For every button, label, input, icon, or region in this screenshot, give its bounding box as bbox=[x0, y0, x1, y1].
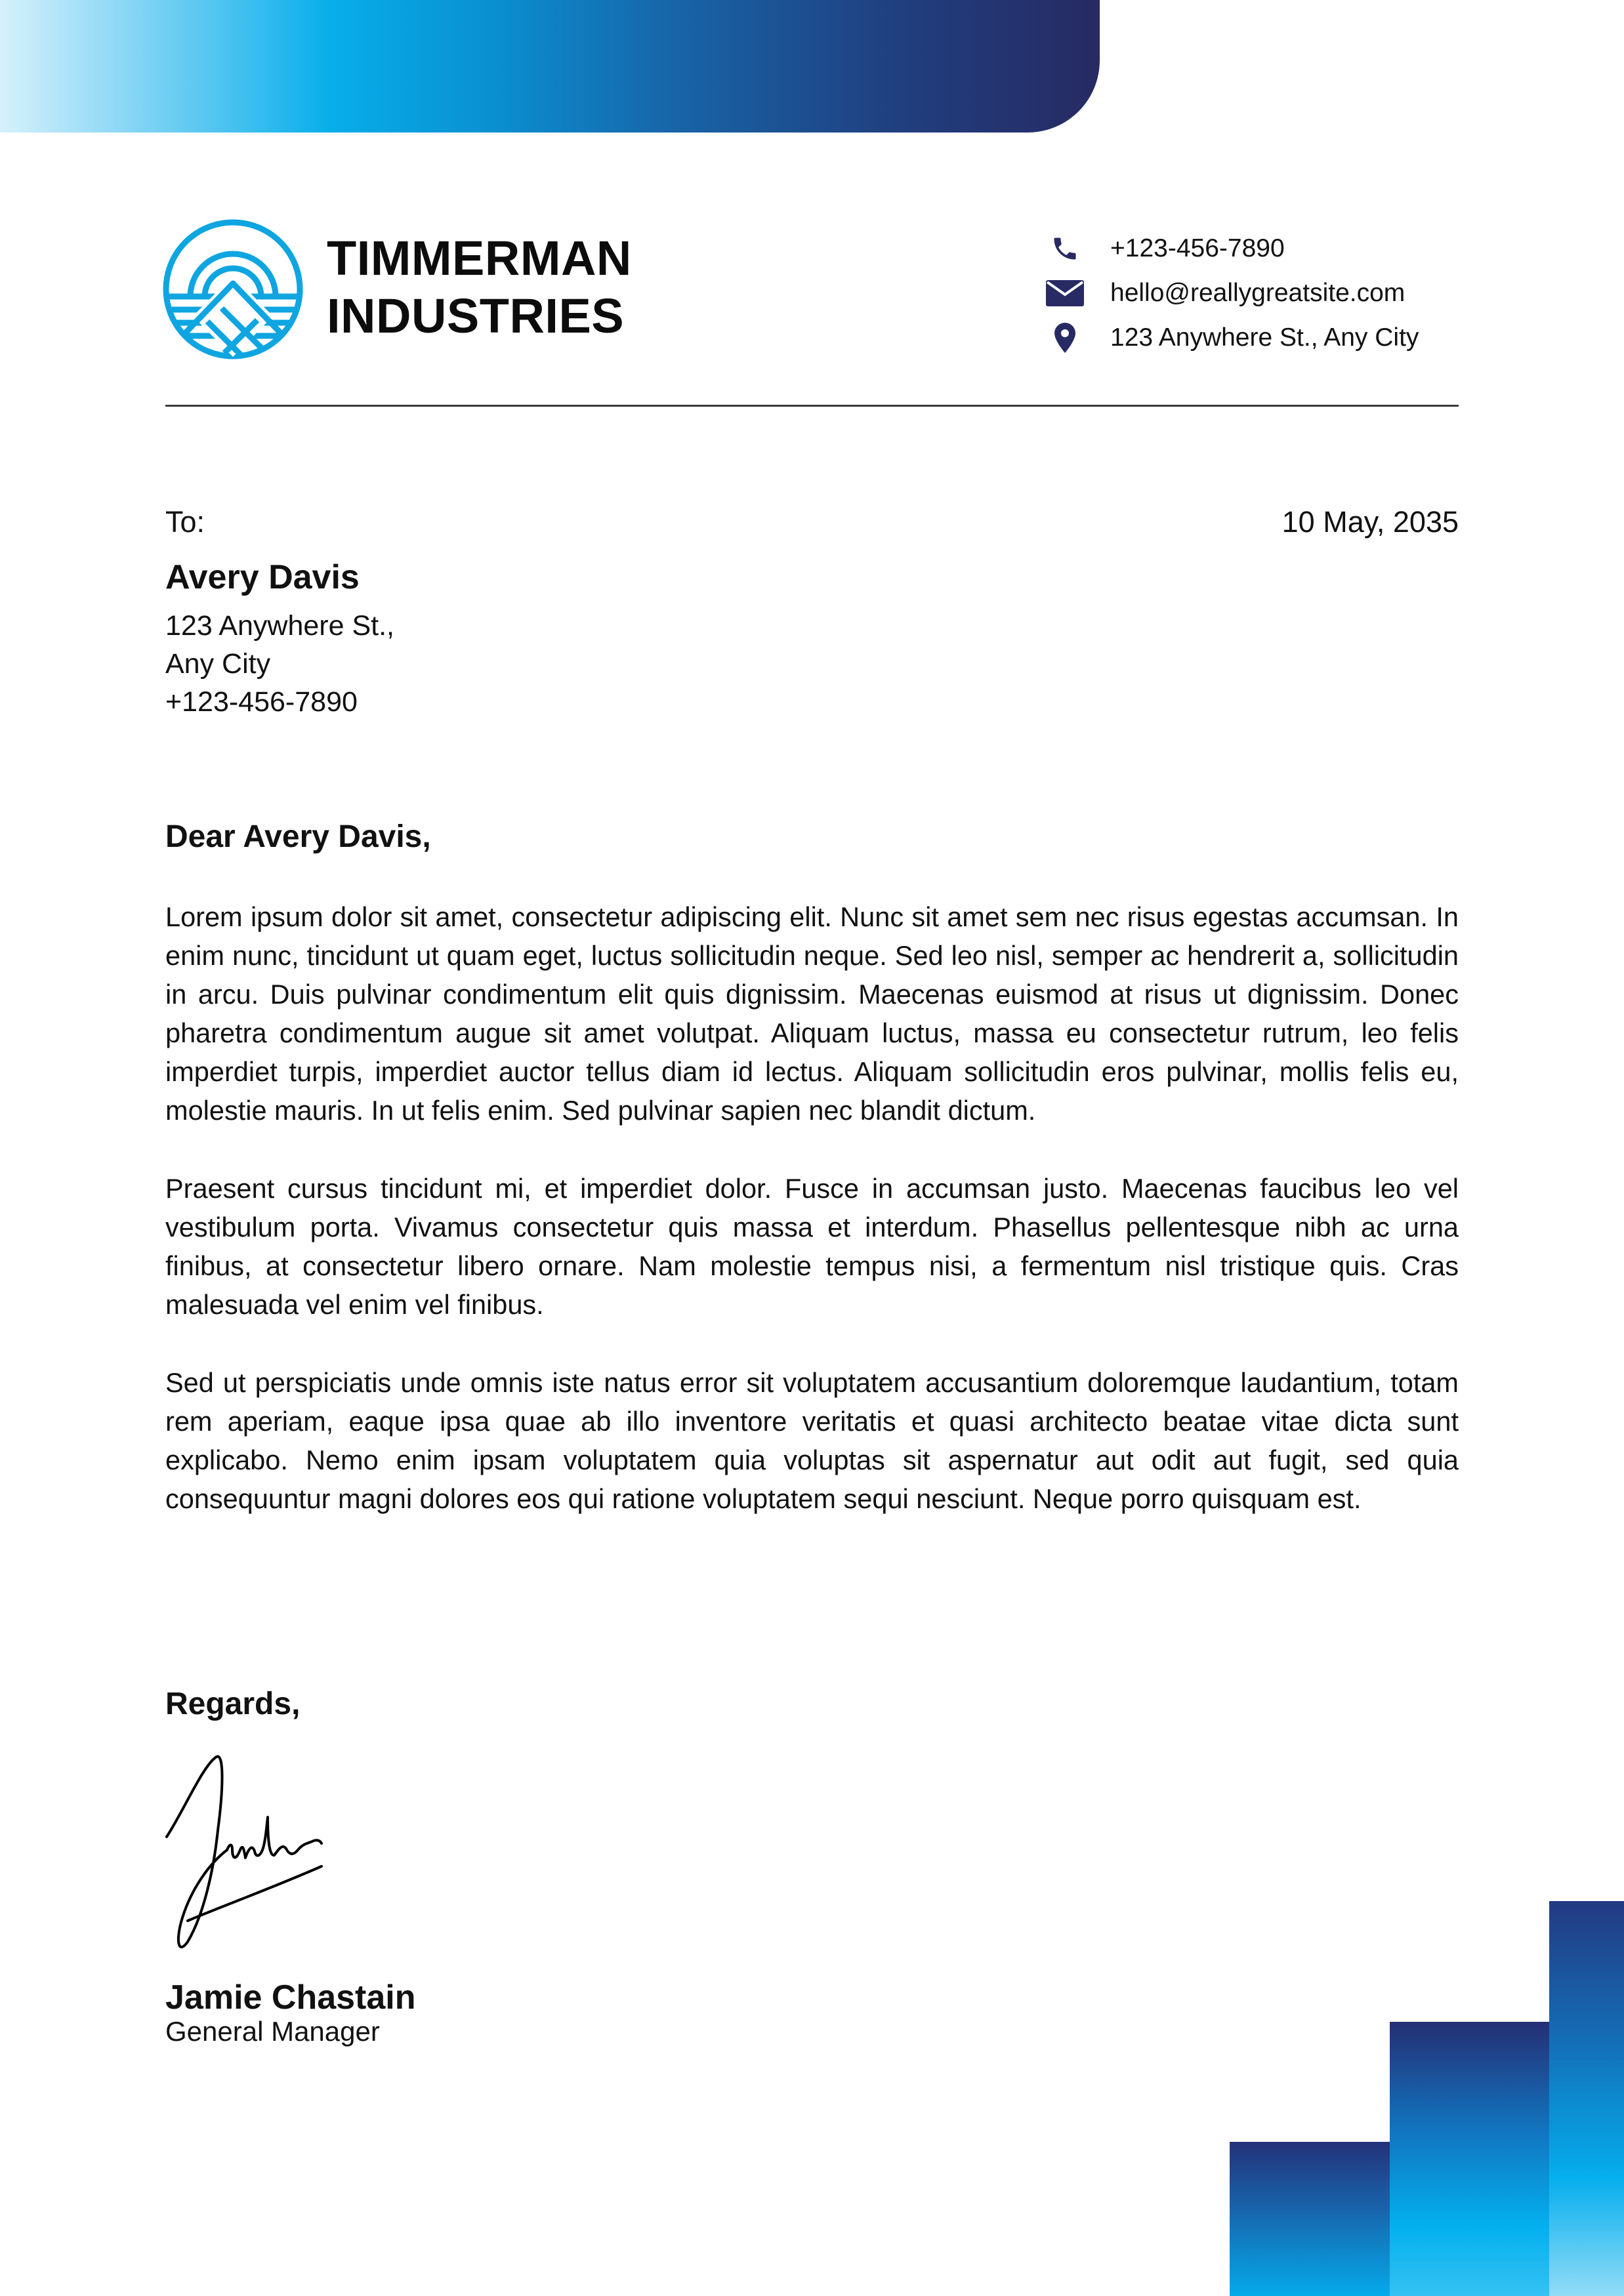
handwritten-signature-icon bbox=[164, 1752, 354, 1955]
recipient-details bbox=[165, 607, 394, 721]
contact-email bbox=[1045, 271, 1419, 316]
company-name bbox=[327, 230, 632, 345]
sunrise-mountain-logo-icon bbox=[161, 218, 304, 361]
signer-name: Jamie Chastain bbox=[165, 1978, 416, 2017]
company-address: 123 Anywhere St., Any City bbox=[1110, 323, 1419, 352]
to-label: To: bbox=[165, 505, 205, 539]
letter-date: 10 May, 2035 bbox=[1281, 505, 1459, 539]
letter-body bbox=[165, 897, 1459, 1557]
envelope-icon bbox=[1045, 279, 1085, 308]
recipient-phone: +123-456-7890 bbox=[165, 686, 358, 718]
body-paragraph-3: Sed ut perspiciatis unde omnis iste natus error sit voluptatem accusantium doloremque laudantium, totam rem aperiam, eaque ipsa quae ab illo inventore veritatis et quasi architecto beatae vitae dicta sunt explicabo. Nemo enim ipsam voluptatem quia voluptas sit aspernatur aut odit aut fugit, sed quia consequuntur magni dolores eos qui ratione voluptatem sequi nesciunt. Neque porro quisquam est. bbox=[165, 1367, 1459, 1514]
body-paragraph-1: Lorem ipsum dolor sit amet, consectetur adipiscing elit. Nunc sit amet sem nec risus egestas accumsan. In enim nunc, tincidunt ut quam eget, luctus sollicitudin neque. Sed leo nisl, semper ac hendrerit a, sollicitudin in arcu. Duis pulvinar condimentum elit quis dignissim. Maecenas euismod at risus ut dignissim. Donec pharetra condimentum augue sit amet volutpat. Aliquam luctus, massa eu consectetur rutrum, leo felis imperdiet turpis, imperdiet auctor tellus diam id lectus. Aliquam sollicitudin eros pulvinar, mollis felis eu, molestie mauris. In ut felis enim. Sed pulvinar sapien nec blandit dictum. bbox=[165, 901, 1459, 1126]
footer-decor-bar-small bbox=[1230, 2142, 1390, 2296]
salutation: Dear Avery Davis, bbox=[165, 819, 431, 854]
header-divider bbox=[165, 405, 1459, 407]
signer-title: General Manager bbox=[165, 2016, 380, 2047]
map-pin-icon bbox=[1045, 323, 1085, 352]
phone-icon bbox=[1045, 234, 1085, 263]
recipient-address-line2: Any City bbox=[165, 648, 271, 680]
header-gradient-band bbox=[0, 0, 1100, 133]
footer-decor-bar-tall bbox=[1549, 1901, 1624, 2296]
footer-decor-bar-medium bbox=[1390, 2022, 1549, 2296]
recipient-name: Avery Davis bbox=[165, 558, 360, 596]
closing: Regards, bbox=[165, 1687, 301, 1721]
contact-phone bbox=[1045, 226, 1419, 271]
company-name-line1: TIMMERMAN bbox=[327, 231, 632, 285]
contact-address bbox=[1045, 316, 1419, 360]
contact-block bbox=[1045, 226, 1419, 360]
body-paragraph-2: Praesent cursus tincidunt mi, et imperdiet dolor. Fusce in accumsan justo. Maecenas faucibus leo vel vestibulum porta. Vivamus consectetur quis massa et interdum. Phasellus pellentesque nibh ac urna finibus, at consectetur libero ornare. Nam molestie tempus nisi, a fermentum nisl tristique quis. Cras malesuada vel enim vel finibus. bbox=[165, 1173, 1459, 1320]
company-phone: +123-456-7890 bbox=[1110, 234, 1285, 262]
company-email: hello@reallygreatsite.com bbox=[1110, 279, 1405, 307]
company-name-line2: INDUSTRIES bbox=[327, 289, 625, 343]
recipient-address-line1: 123 Anywhere St., bbox=[165, 610, 394, 642]
